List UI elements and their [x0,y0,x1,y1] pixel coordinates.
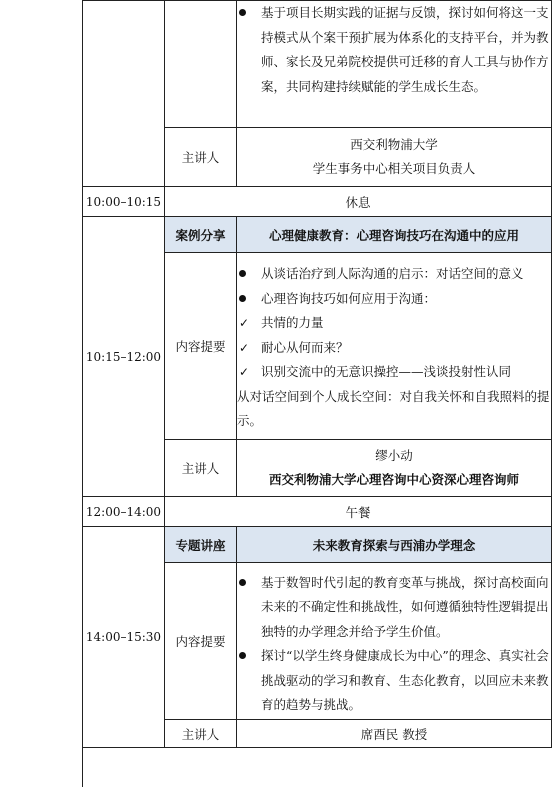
list-item [237,336,551,361]
lecture-type: 专题讲座 [165,527,237,563]
break-time: 10:00–10:15 [83,187,165,217]
lunch-time: 12:00–14:00 [83,497,165,527]
bullet-icon [239,652,246,659]
lecture-speaker-cell [237,720,552,748]
bullet-text: 心理咨询技巧如何应用于沟通： [261,290,437,306]
bullet-text: 从谈话治疗到人际沟通的启示：对话空间的意义 [261,266,524,282]
table-row [83,187,552,217]
check-text: 识别交流中的无意识操控——浅谈投射性认同 [261,364,512,380]
case-type: 案例分享 [165,217,237,253]
bullet-text: 基于项目长期实践的证据与反馈，探讨如何将这一支持模式从个案干预扩展为体系化的支持平台，并为教师、家长及兄弟院校提供可迁移的育人工具与协作方案，共同构建持续赋能的学生成长生态。 [261,5,549,94]
speaker-title: 学生事务中心相关项目负责人 [312,161,476,176]
lecture-content [237,563,552,720]
check-text: 耐心从何而来？ [261,339,349,355]
break-title: 休息 [165,187,552,217]
bullet-icon [239,579,246,586]
lunch-title: 午餐 [165,497,552,527]
schedule-table [82,0,552,748]
bullet-icon [239,295,246,302]
lecture-title: 未来教育探索与西浦办学理念 [237,527,552,563]
table-row [83,1,552,128]
table-row [83,497,552,527]
case-speaker-cell [237,440,552,497]
case-time: 10:15–12:00 [83,217,165,497]
list-item [237,262,551,287]
list-item [237,360,551,385]
label-cell-empty [165,1,237,128]
table-row [83,217,552,253]
list-item [237,644,551,718]
list-item [237,1,551,99]
table-row [83,527,552,563]
list-item [237,571,551,645]
content-cell [237,1,552,128]
bullet-text: 基于数智时代引起的教育变革与挑战，探讨高校面向未来的不确定性和挑战性，如何遵循独特性逻辑提出独特的办学理念并给予学生价值。 [261,574,549,639]
case-title: 心理健康教育：心理咨询技巧在沟通中的应用 [237,217,552,253]
list-item [237,287,551,312]
check-text-continued: 从对话空间到个人成长空间：对自我关怀和自我照料的提示。 [237,388,550,429]
bullet-text: 探讨“以学生终身健康成长为中心”的理念、真实社会挑战驱动的学习和教育、生态化教育，以回应未来教育的趋势与挑战。 [261,648,549,712]
case-content-label: 内容提要 [165,253,237,440]
checkmark-icon: ✓ [239,340,250,355]
speaker-title: 西交利物浦大学心理咨询中心资深心理咨询师 [268,472,519,487]
checkmark-icon: ✓ [239,316,250,331]
lecture-content-label: 内容提要 [165,563,237,720]
bullet-icon [239,9,246,16]
speaker-name: 缪小动 [375,448,413,463]
time-cell-continued [83,1,165,187]
case-content [237,253,552,440]
bullet-icon [239,270,246,277]
lecture-speaker-label: 主讲人 [165,720,237,748]
case-speaker-label: 主讲人 [165,440,237,497]
checkmark-icon: ✓ [239,365,250,380]
lecture-time: 14:00–15:30 [83,527,165,748]
list-item [237,311,551,336]
speaker-label: 主讲人 [165,128,237,187]
speaker-name: 西交利物浦大学 [350,137,438,152]
speaker-cell [237,128,552,187]
check-text: 共情的力量 [261,315,324,331]
speaker-name: 席酉民 教授 [360,726,428,742]
